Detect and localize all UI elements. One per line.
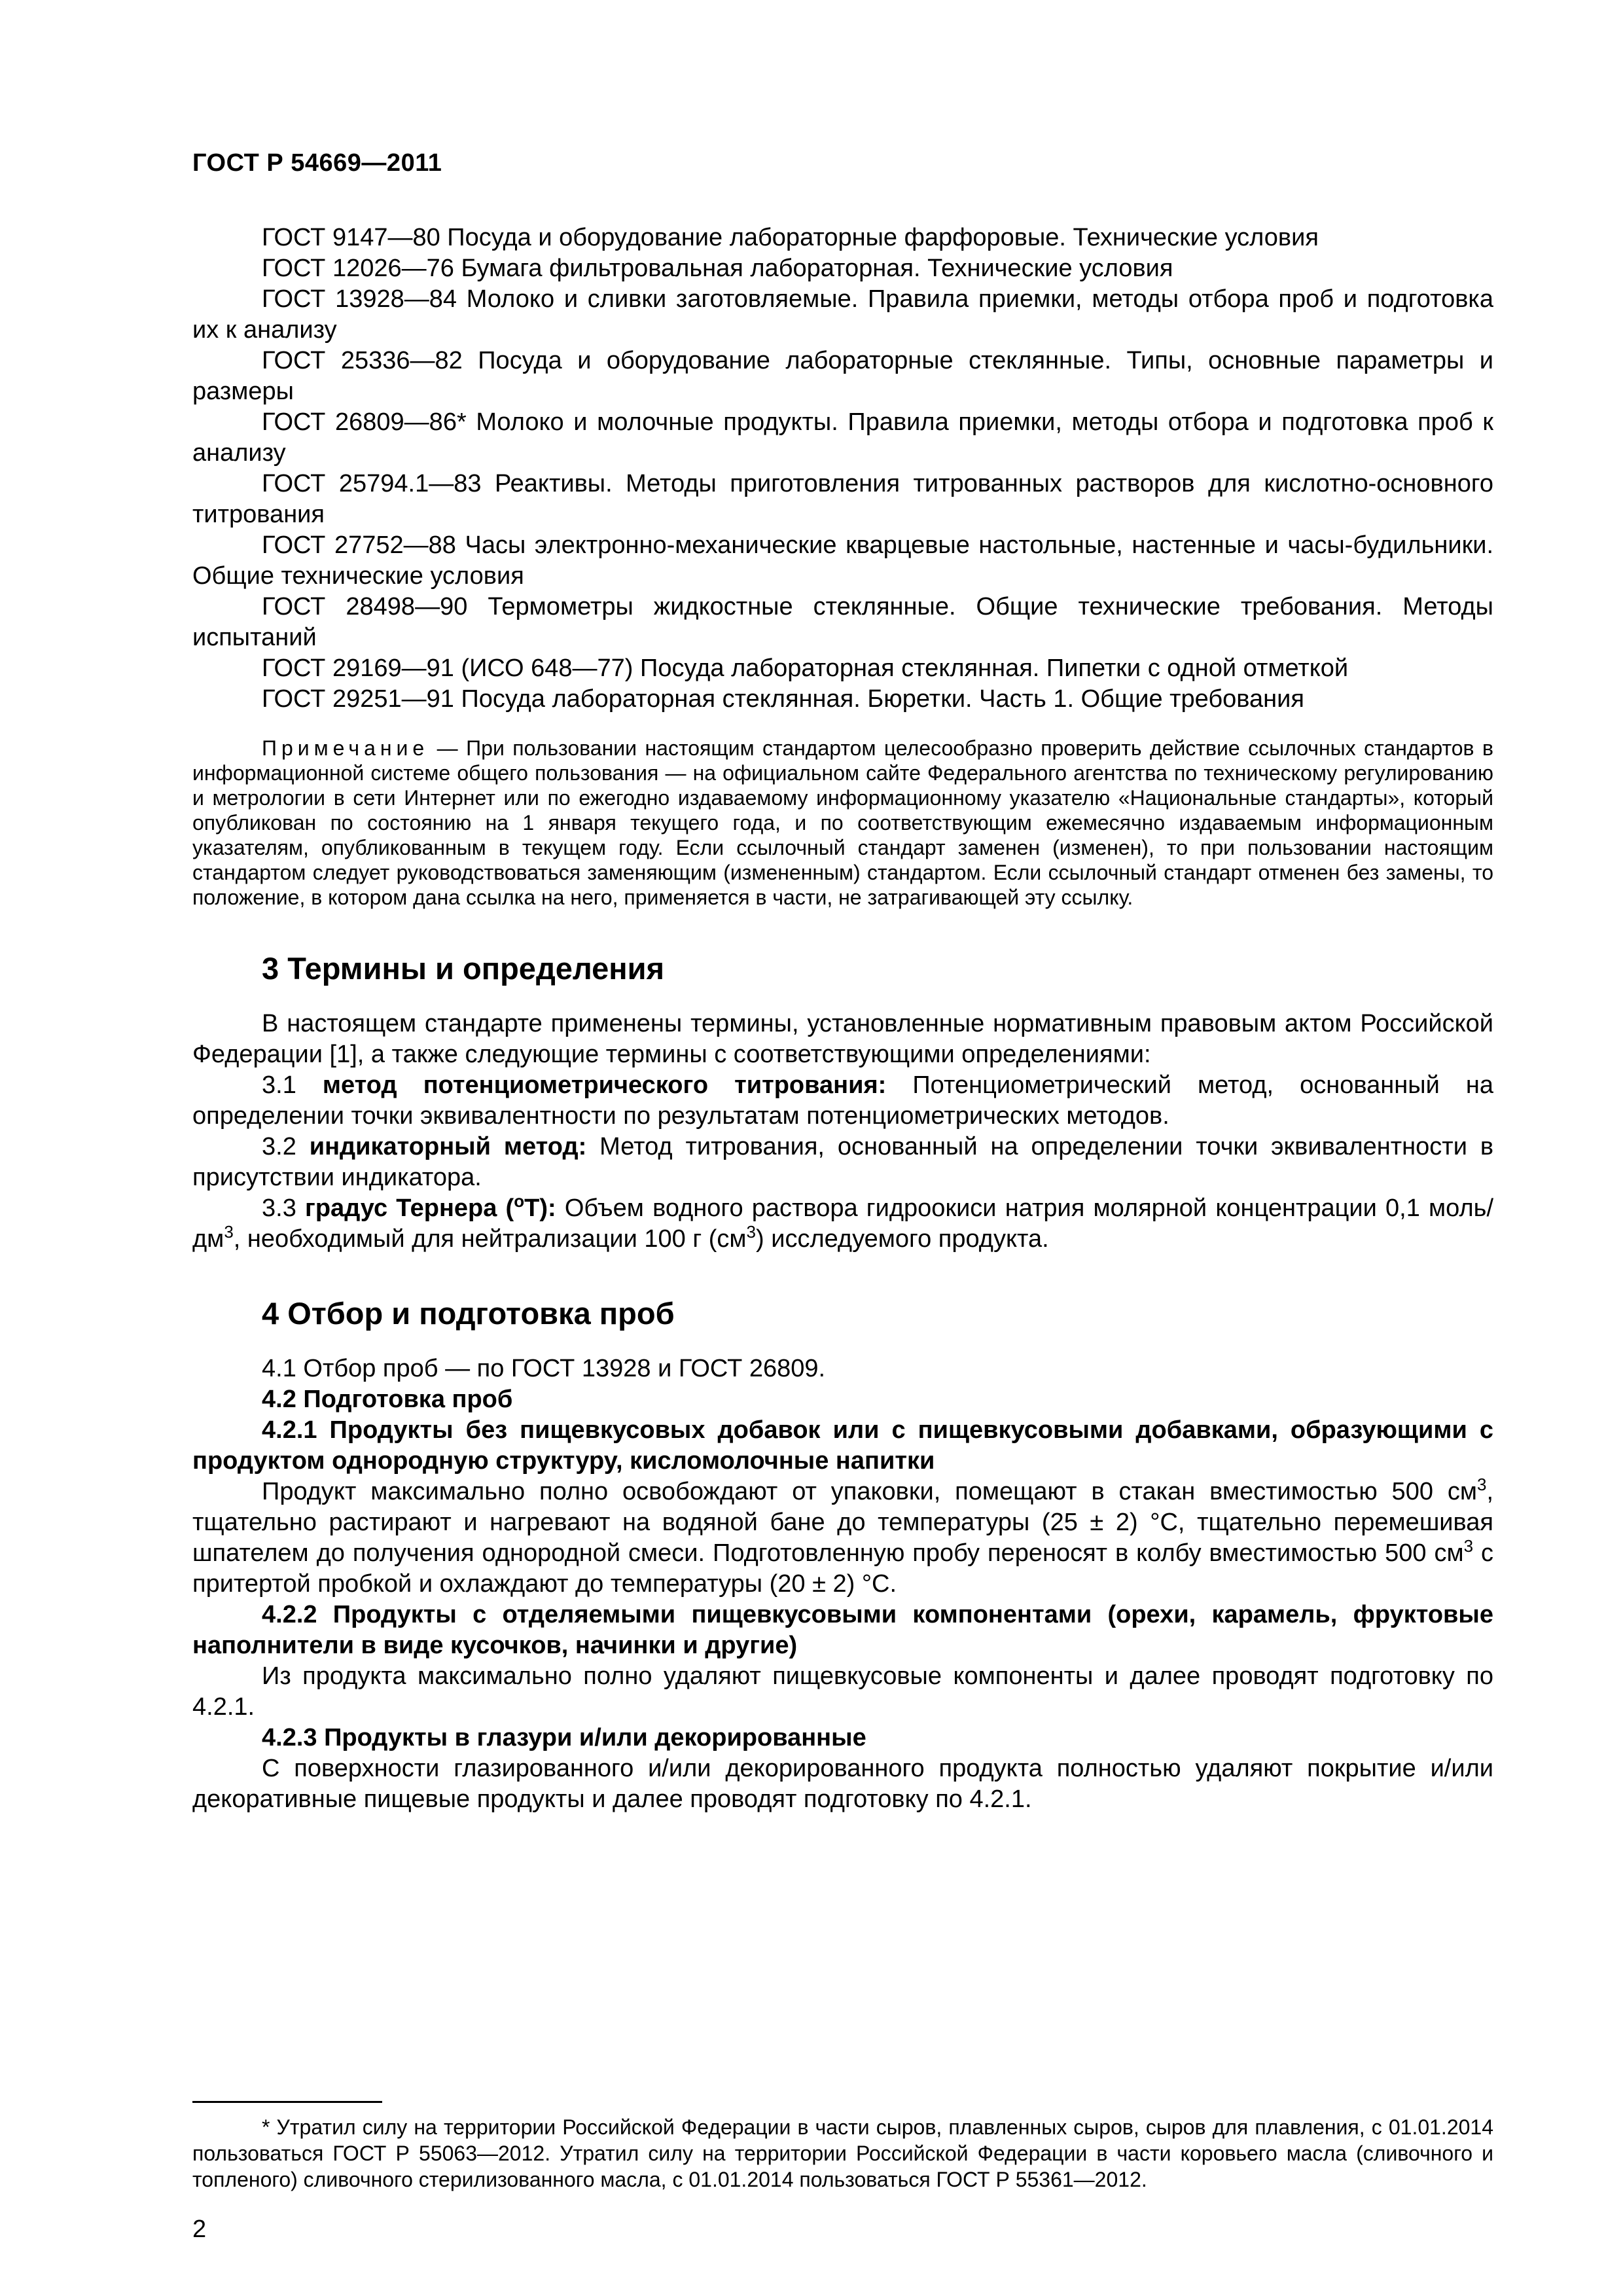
term-name [305,1191,556,1222]
reference-item: ГОСТ 25336—82 Посуда и оборудование лабораторные стеклянные. Типы, основные параметры и размеры [192,347,1493,405]
term-name: индикаторный метод: [309,1133,587,1160]
superscript: 3 [746,1222,756,1242]
clause-4-1: 4.1 Отбор проб — по ГОСТ 13928 и ГОСТ 26809. [262,1355,826,1382]
section-4-title: 4 Отбор и подготовка проб [262,1296,675,1331]
term-definition: Объем водного раствора гидроокиси натрия молярной концентрации 0,1 моль/дм [192,1194,1493,1253]
clause-4-2-2-heading: 4.2.2 Продукты с отделяемыми пищевкусовыми компонентами (орехи, карамель, фруктовые наполнители в виде кусочков, начинки и другие) [192,1601,1493,1659]
clause-4-2-1-heading: 4.2.1 Продукты без пищевкусовых добавок или с пищевкусовыми добавками, образующими с продуктом однородную структуру, кисломолочные напитки [192,1416,1493,1475]
clause-text: Продукт максимально полно освобождают от упаковки, помещают в стакан вместимостью 500 см [262,1478,1477,1505]
clause-4-2-heading: 4.2 Подготовка проб [262,1386,513,1413]
reference-item: ГОСТ 13928—84 Молоко и сливки заготовляемые. Правила приемки, методы отбора проб и подготовка их к анализу [192,285,1493,344]
superscript: 3 [224,1222,234,1242]
page-number: 2 [192,2215,207,2243]
note-label: Примечание [262,736,429,760]
clause-4-2-3-text: С поверхности глазированного и/или декорированного продукта полностью удаляют покрытие и/или декоративные пищевые продукты и далее проводят подготовку по 4.2.1. [192,1755,1493,1813]
clause-4-2-3-heading: 4.2.3 Продукты в глазури и/или декорированные [262,1724,866,1751]
clause-text: с притертой пробкой и охлаждают до температуры (20 ± 2) °С. [192,1539,1493,1598]
superscript: 3 [1476,1475,1487,1494]
term-name-part: градус Тернера ( [305,1194,514,1222]
reference-item: ГОСТ 27752—88 Часы электронно-механические кварцевые настольные, настенные и часы-будильники. Общие технические условия [192,531,1493,590]
page-header-doc-id: ГОСТ Р 54669—2011 [192,149,442,177]
term-name-part: Т): [524,1194,556,1222]
page-content [192,223,1493,1815]
clause-text: , тщательно растирают и нагревают на водяной бане до температуры (25 ± 2) °С, тщательно перемешивая шпателем до получения однородной смеси. Подготовленную пробу переносят в колбу вместимостью 500 см [192,1478,1493,1567]
degree-superscript: о [514,1191,525,1211]
term-number: 3.1 [262,1071,323,1099]
term-definition: , необходимый для нейтрализации 100 г (см [233,1225,747,1253]
term-definition: Метод титрования, основанный на определении точки эквивалентности в присутствии индикатора. [192,1133,1494,1191]
term-3-1 [192,1070,1493,1132]
clause-4-2-2-text: Из продукта максимально полно удаляют пищевкусовые компоненты и далее проводят подготовку по 4.2.1. [192,1662,1493,1721]
reference-item: ГОСТ 12026—76 Бумага фильтровальная лабораторная. Технические условия [262,255,1173,282]
reference-item: ГОСТ 28498—90 Термометры жидкостные стеклянные. Общие технические требования. Методы испытаний [192,593,1493,651]
term-number: 3.2 [262,1133,310,1160]
normative-references-list [192,223,1493,715]
reference-item: ГОСТ 29169—91 (ИСО 648—77) Посуда лабораторная стеклянная. Пипетки с одной отметкой [262,655,1349,682]
references-note [192,736,1493,910]
footnote: * Утратил силу на территории Российской Федерации в части сыров, плавленных сыров, сыров для плавления, с 01.01.2014 пользоваться ГОСТ Р 55063—2012. Утратил силу на территории Российской Федерации в части коровьего масла (сливочного и топленого) сливочного стерилизованного масла, с 01.01.2014 пользоваться ГОСТ Р 55361—2012. [192,2115,1493,2191]
section-3-title: 3 Термины и определения [262,951,664,986]
note-text: — При пользовании настоящим стандартом целесообразно проверить действие ссылочных стандартов в информационной системе общего пользования — на официальном сайте Федерального агентства по техническому регулированию и метрологии в сети Интернет или по ежегодно издаваемому информационному указателю «Национальные стандарты», который опубликован по состоянию на 1 января текущего года, и по соответствующим ежемесячно издаваемым информационным указателям, опубликованным в текущем году. Если ссылочный стандарт заменен (изменен), то при пользовании настоящим стандартом следует руководствоваться заменяющим (измененным) стандартом. Если ссылочный стандарт отменен без замены, то положение, в котором дана ссылка на него, применяется в части, не затрагивающей эту ссылку. [192,736,1493,909]
reference-item: ГОСТ 26809—86* Молоко и молочные продукты. Правила приемки, методы отбора и подготовка проб к анализу [192,408,1493,467]
term-3-3 [192,1193,1493,1255]
reference-item: ГОСТ 29251—91 Посуда лабораторная стеклянная. Бюретки. Часть 1. Общие требования [262,685,1304,713]
term-number: 3.3 [262,1194,306,1222]
term-definition: ) исследуемого продукта. [756,1225,1049,1253]
superscript: 3 [1463,1536,1474,1556]
footnote-divider [192,2101,382,2103]
term-name: метод потенциометрического титрования: [322,1071,887,1099]
section-3-intro: В настоящем стандарте применены термины, установленные нормативным правовым актом Российской Федерации [1], а также следующие термины с соответствующими определениями: [192,1010,1493,1068]
reference-item: ГОСТ 9147—80 Посуда и оборудование лабораторные фарфоровые. Технические условия [262,224,1319,251]
reference-item: ГОСТ 25794.1—83 Реактивы. Методы приготовления титрованных растворов для кислотно-основного титрования [192,470,1493,528]
term-definition: Потенциометрический метод, основанный на определении точки эквивалентности по результатам потенциометрических методов. [192,1071,1493,1130]
term-3-2 [192,1132,1493,1193]
clause-4-2-1-text [192,1477,1493,1600]
